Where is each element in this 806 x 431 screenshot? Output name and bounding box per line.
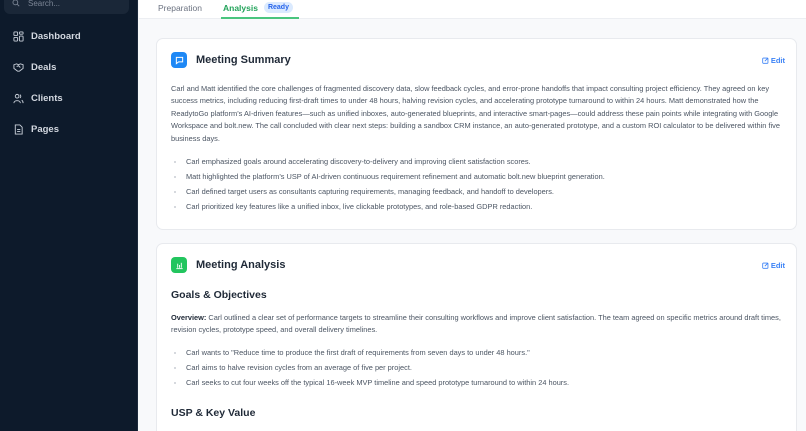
edit-icon <box>762 262 769 269</box>
goals-bullets <box>171 345 786 390</box>
tab-label: Analysis <box>223 2 258 13</box>
sidebar-item-clients[interactable] <box>0 86 138 110</box>
edit-label: Edit <box>770 56 785 65</box>
card-title: Meeting Summary <box>196 54 291 66</box>
list-item: Carl aims to halve revision cycles from an average of five per project. <box>171 360 786 375</box>
tab-preparation[interactable] <box>158 0 202 19</box>
sidebar-item-pages[interactable] <box>0 117 138 141</box>
edit-summary-button[interactable] <box>762 56 785 65</box>
search-placeholder: Search... <box>28 0 61 8</box>
tab-bar <box>139 0 806 19</box>
chat-icon <box>171 52 187 68</box>
list-item: Carl prioritized key features like a unified inbox, live clickable prototypes, and role-based GDPR redaction. <box>171 199 786 214</box>
goals-heading: Goals & Objectives <box>171 289 267 301</box>
meeting-analysis-card <box>156 243 797 431</box>
handshake-icon <box>13 62 24 73</box>
edit-analysis-button[interactable] <box>762 261 785 270</box>
sidebar <box>0 0 138 431</box>
overview-label: Overview: <box>171 313 207 322</box>
edit-label: Edit <box>770 261 785 270</box>
sidebar-item-label: Clients <box>31 92 63 104</box>
list-item: Matt highlighted the platform’s USP of AI-driven continuous requirement refinement and automatic bolt.new blueprint generation. <box>171 169 786 184</box>
sidebar-item-label: Pages <box>31 123 59 135</box>
sidebar-item-label: Deals <box>31 61 57 73</box>
list-item: Carl wants to "Reduce time to produce the first draft of requirements from seven days to under 48 hours." <box>171 345 786 360</box>
users-icon <box>13 93 24 104</box>
summary-paragraph: Carl and Matt identified the core challenges of fragmented discovery data, slow feedback cycles, and error-prone handoffs that impact consulting project efficiency. They agreed on key success metrics, including reducing first-draft times to under 48 hours, halving revision cycles, and accelerating prototype turnaround to within 24 hours. Matt demonstrated how the ReadytoGo platform’s AI-driven features—such as unified inboxes, auto-generated blueprints, and interactive smart-pages—could address these pain points while integrating with Google Workspace and bolt.new. The call concluded with clear next steps: building a sandbox CRM instance, an auto-generated prototype, and a custom ROI calculator to be delivered within five business days. <box>171 84 780 143</box>
sidebar-item-label: Dashboard <box>31 30 81 42</box>
bar-chart-icon <box>171 257 187 273</box>
main-content <box>139 0 806 431</box>
goals-overview <box>171 312 782 337</box>
sidebar-item-deals[interactable] <box>0 55 138 79</box>
dashboard-icon <box>13 31 24 42</box>
summary-bullets <box>171 154 786 214</box>
status-badge: Ready <box>264 2 293 13</box>
list-item: Carl emphasized goals around accelerating discovery-to-delivery and improving client satisfaction scores. <box>171 154 786 169</box>
tab-label: Preparation <box>158 2 202 13</box>
card-title: Meeting Analysis <box>196 259 286 271</box>
usp-heading: USP & Key Value <box>171 407 256 419</box>
tab-analysis[interactable] <box>223 0 293 19</box>
file-icon <box>13 124 24 135</box>
list-item: Carl defined target users as consultants capturing requirements, managing feedback, and handoff to developers. <box>171 184 786 199</box>
meeting-summary-card <box>156 38 797 230</box>
edit-icon <box>762 57 769 64</box>
sidebar-item-dashboard[interactable] <box>0 24 138 48</box>
search-input[interactable] <box>4 0 129 14</box>
search-icon <box>12 0 20 7</box>
overview-text: Carl outlined a clear set of performance targets to streamline their consulting workflows and improve client satisfaction. The team agreed on specific metrics around draft times, revision cycles, prototype speed, and overall delivery timelines. <box>171 313 781 335</box>
list-item: Carl seeks to cut four weeks off the typical 16-week MVP timeline and speed prototype turnaround to within 24 hours. <box>171 375 786 390</box>
